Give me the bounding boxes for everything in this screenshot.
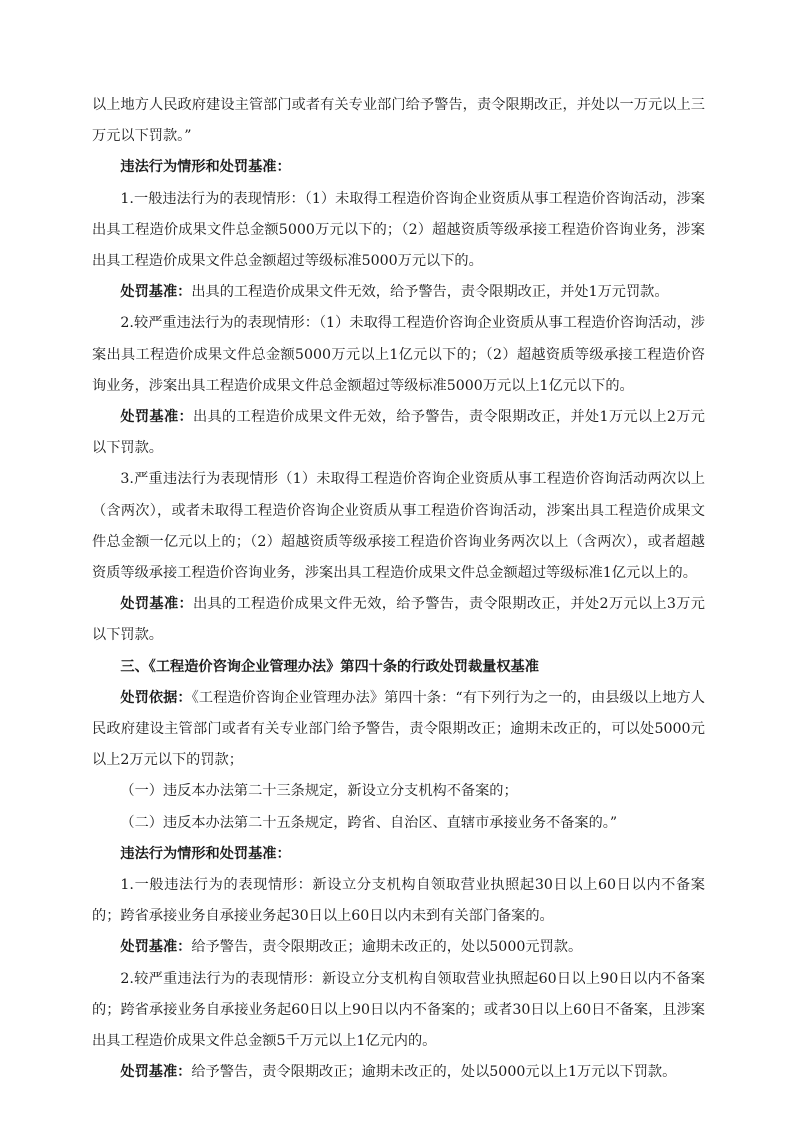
paragraph-penalty-3: 处罚基准：出具的工程造价成果文件无效，给予警告，责令限期改正，并处2万元以上3万元以下罚款。 bbox=[92, 596, 705, 644]
paragraph-severe-violation: 3.严重违法行为表现情形（1）未取得工程造价咨询企业资质从事工程造价咨询活动两次以上（含两次），或者未取得工程造价咨询企业资质从事工程造价咨询活动，涉案出具工程造价成果文件总金额一亿元以上的；（2）超越资质等级承接工程造价咨询业务两次以上（含两次），或者超越资质等级承接工程造价咨询业务，涉案出具工程造价成果文件总金额超过等级标准1亿元以上的。 bbox=[92, 471, 705, 582]
paragraph-penalty-1: 处罚基准：出具的工程造价成果文件无效，给予警告，责令限期改正，并处1万元罚款。 bbox=[120, 284, 669, 301]
section-heading-violation-standards-2: 违法行为情形和处罚基准： bbox=[120, 845, 291, 862]
paragraph-item-2: （二）违反本办法第二十五条规定，跨省、自治区、直辖市承接业务不备案的。” bbox=[120, 814, 618, 831]
paragraph-item-1: （一）违反本办法第二十三条规定，新设立分支机构不备案的； bbox=[120, 783, 518, 800]
paragraph-continuation: 以上地方人民政府建设主管部门或者有关专业部门给予警告，责令限期改正，并处以一万元以上三万元以下罚款。” bbox=[92, 97, 705, 145]
section-heading-violation-standards: 违法行为情形和处罚基准： bbox=[120, 159, 291, 176]
paragraph-serious-violation-2: 2.较严重违法行为的表现情形：新设立分支机构自领取营业执照起60日以上90日以内不备案的；跨省承接业务自承接业务起60日以上90日以内不备案的；或者30日以上60日不备案，且涉案出具工程造价成果文件总金额5千万元以上1亿元内的。 bbox=[92, 970, 705, 1050]
paragraph-penalty-5: 处罚基准：给予警告，责令限期改正；逾期未改正的，处以5000元以上1万元以下罚款。 bbox=[120, 1064, 677, 1081]
paragraph-general-violation-2: 1.一般违法行为的表现情形：新设立分支机构自领取营业执照起30日以上60日以内不备案的；跨省承接业务自承接业务起30日以上60日以内未到有关部门备案的。 bbox=[92, 877, 705, 925]
paragraph-general-violation: 1.一般违法行为的表现情形：（1）未取得工程造价咨询企业资质从事工程造价咨询活动，涉案出具工程造价成果文件总金额5000万元以下的；（2）超越资质等级承接工程造价咨询业务，涉案出具工程造价成果文件总金额超过等级标准5000万元以下的。 bbox=[92, 190, 705, 270]
paragraph-penalty-2: 处罚基准：出具的工程造价成果文件无效，给予警告，责令限期改正，并处1万元以上2万元以下罚款。 bbox=[92, 409, 705, 457]
paragraph-penalty-4: 处罚基准：给予警告，责令限期改正；逾期未改正的，处以5000元罚款。 bbox=[120, 939, 583, 956]
paragraph-serious-violation: 2.较严重违法行为的表现情形：（1）未取得工程造价咨询企业资质从事工程造价咨询活动，涉案出具工程造价成果文件总金额5000万元以上1亿元以下的；（2）超越资质等级承接工程造价咨询业务，涉案出具工程造价成果文件总金额超过等级标准5000万元以上1亿元以下的。 bbox=[92, 315, 705, 394]
paragraph-penalty-basis: 处罚依据：《工程造价咨询企业管理办法》第四十条：“有下列行为之一的，由县级以上地方人民政府建设主管部门或者有关专业部门给予警告，责令限期改正；逾期未改正的，可以处5000元以上2万元以下的罚款； bbox=[92, 689, 705, 769]
section-title-article-40: 三、《工程造价咨询企业管理办法》第四十条的行政处罚裁量权基准 bbox=[120, 658, 539, 675]
